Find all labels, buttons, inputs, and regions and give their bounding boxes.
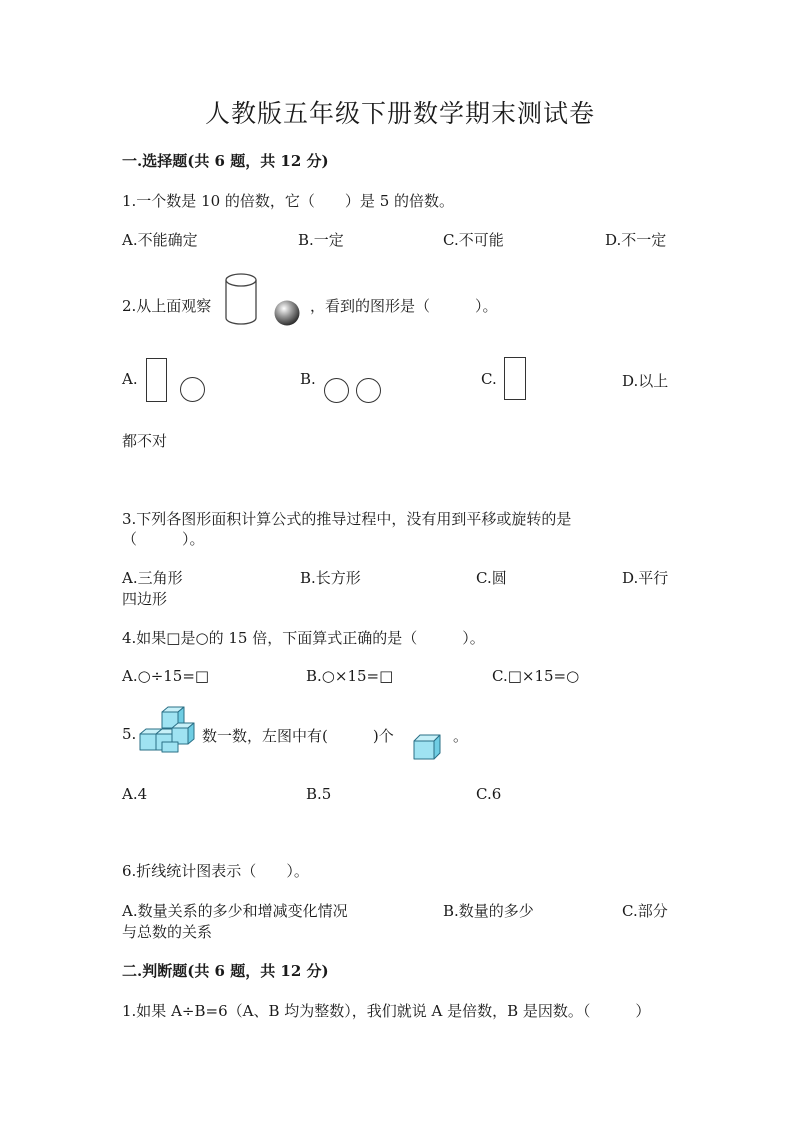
question-1-text: 1.一个数是 10 的倍数，它（ ）是 5 的倍数。: [122, 192, 455, 210]
rectangle-icon: [504, 357, 526, 400]
q2-option-c[interactable]: C.: [481, 370, 497, 388]
question-3-text: 3.下列各图形面积计算公式的推导过程中，没有用到平移或旋转的是: [122, 510, 572, 528]
question-6-text: 6.折线统计图表示（ ）。: [122, 862, 309, 880]
q6-option-c[interactable]: C.部分: [622, 902, 668, 920]
question-2-suffix: ，看到的图形是（ ）。: [310, 297, 498, 315]
question-4-text: 4.如果□是○的 15 倍，下面算式正确的是（ ）。: [122, 629, 485, 647]
question-2-prefix: 2.从上面观察: [122, 297, 212, 315]
circle-icon: [324, 378, 349, 403]
q5-option-a[interactable]: A.4: [122, 785, 148, 803]
question-5-text: 数一数，左图中有( )个: [202, 727, 394, 745]
q6-option-a-continued: 与总数的关系: [122, 923, 213, 941]
rectangle-icon: [146, 358, 167, 402]
cylinder-icon: [224, 272, 258, 328]
question-5-suffix: 。: [453, 727, 469, 745]
q1-option-a[interactable]: A.不能确定: [122, 231, 198, 249]
q6-option-b[interactable]: B.数量的多少: [443, 902, 534, 920]
q2-option-d-continued: 都不对: [122, 432, 168, 450]
q5-option-c[interactable]: C.6: [476, 785, 502, 803]
q2-option-b[interactable]: B.: [300, 370, 316, 388]
q2-option-d[interactable]: D.以上: [622, 372, 669, 390]
q4-option-b[interactable]: B.○×15=□: [306, 667, 394, 685]
q2-option-a[interactable]: A.: [122, 370, 138, 388]
section-heading-judge: 二.判断题(共 6 题，共 12 分): [122, 962, 329, 980]
judge-question-1-text: 1.如果 A÷B=6（A、B 均为整数），我们就说 A 是倍数，B 是因数。（ ）: [122, 1002, 651, 1020]
q1-option-d[interactable]: D.不一定: [605, 231, 667, 249]
q1-option-b[interactable]: B.一定: [298, 231, 344, 249]
circle-icon: [180, 377, 205, 402]
q3-option-b[interactable]: B.长方形: [300, 569, 361, 587]
question-5-prefix: 5.: [122, 725, 137, 743]
q3-option-d[interactable]: D.平行: [622, 569, 669, 587]
q4-option-a[interactable]: A.○÷15=□: [122, 667, 210, 685]
cube-stack-icon: [138, 706, 202, 758]
question-3-text-cont: （ ）。: [122, 530, 205, 548]
q1-option-c[interactable]: C.不可能: [443, 231, 504, 249]
circle-icon: [356, 378, 381, 403]
q5-option-b[interactable]: B.5: [306, 785, 332, 803]
q6-option-a[interactable]: A.数量关系的多少和增减变化情况: [122, 902, 348, 920]
cube-icon: [412, 733, 442, 761]
q3-option-d-continued: 四边形: [122, 590, 168, 608]
section-heading-choice: 一.选择题(共 6 题，共 12 分): [122, 152, 329, 170]
page-title: 人教版五年级下册数学期末测试卷: [204, 99, 595, 128]
sphere-icon: [273, 299, 301, 327]
q4-option-c[interactable]: C.□×15=○: [492, 667, 580, 685]
q3-option-a[interactable]: A.三角形: [122, 569, 183, 587]
q3-option-c[interactable]: C.圆: [476, 569, 507, 587]
